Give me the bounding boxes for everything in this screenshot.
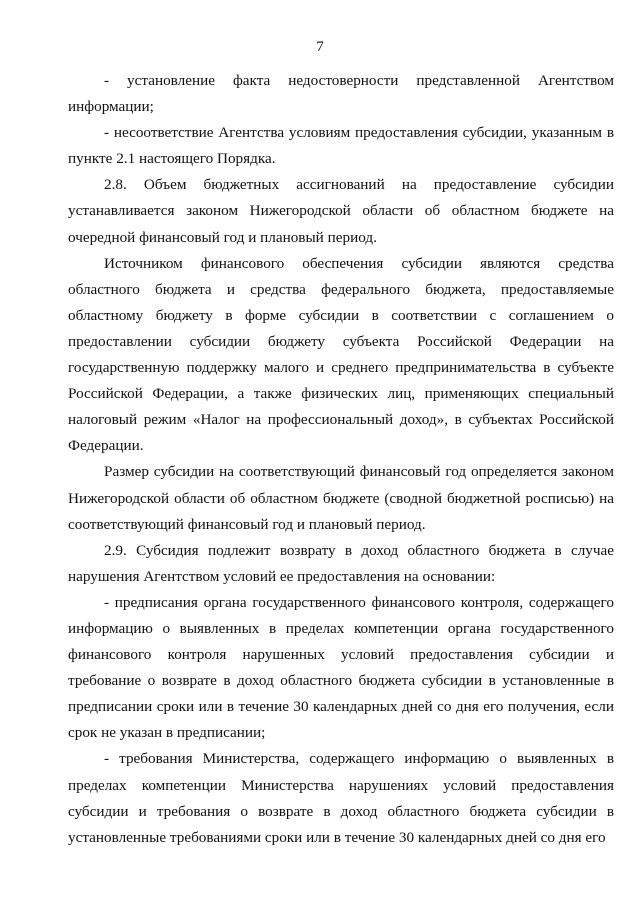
paragraph-2-8-budget-allocations: 2.8. Объем бюджетных ассигнований на предоставление субсидии устанавливается законом Нижегородской области об областном бюджете на очередной финансовый год и плановый период.: [68, 176, 614, 246]
page-number: 7: [316, 39, 324, 55]
paragraph-funding-source: Источником финансового обеспечения субсидии являются средства областного бюджета и средства федерального бюджета, предоставляемые областному бюджету в форме субсидии в соответствии с соглашением о предоставлении субсидии бюджету субъекта Российской Федерации на государственную поддержку малого и среднего предпринимательства в субъекте Российской Федерации, а также физических лиц, применяющих специальный налоговый режим «Налог на профессиональный доход», в субъектах Российской Федерации.: [68, 254, 614, 455]
paragraph-subsidy-amount: Размер субсидии на соответствующий финансовый год определяется законом Нижегородской области об областном бюджете (сводной бюджетной росписью) на соответствующий финансовый год и плановый период.: [68, 463, 614, 533]
paragraph-2-9-subsidy-return: 2.9. Субсидия подлежит возврату в доход областного бюджета в случае нарушения Агентством условий ее предоставления на основании:: [68, 541, 614, 585]
document-body: [68, 68, 614, 851]
paragraph-unreliable-info: - установление факта недостоверности представленной Агентством информации;: [68, 72, 614, 116]
paragraph-control-order: - предписания органа государственного финансового контроля, содержащего информацию о выявленных в пределах компетенции органа государственного финансового контроля нарушенных условий предоставления субсидии и требование о возврате в доход областного бюджета субсидии в установленные в предписании сроки или в течение 30 календарных дней со дня его получения, если срок не указан в предписании;: [68, 593, 614, 742]
paragraph-noncompliance: - несоответствие Агентства условиям предоставления субсидии, указанным в пункте 2.1 настоящего Порядка.: [68, 124, 614, 168]
paragraph-ministry-requirement: - требования Министерства, содержащего информацию о выявленных в пределах компетенции Министерства нарушениях условий предоставления субсидии и требования о возврате в доход областного бюджета субсидии в установленные требованиями сроки или в течение 30 календарных дней со дня его: [68, 750, 614, 846]
